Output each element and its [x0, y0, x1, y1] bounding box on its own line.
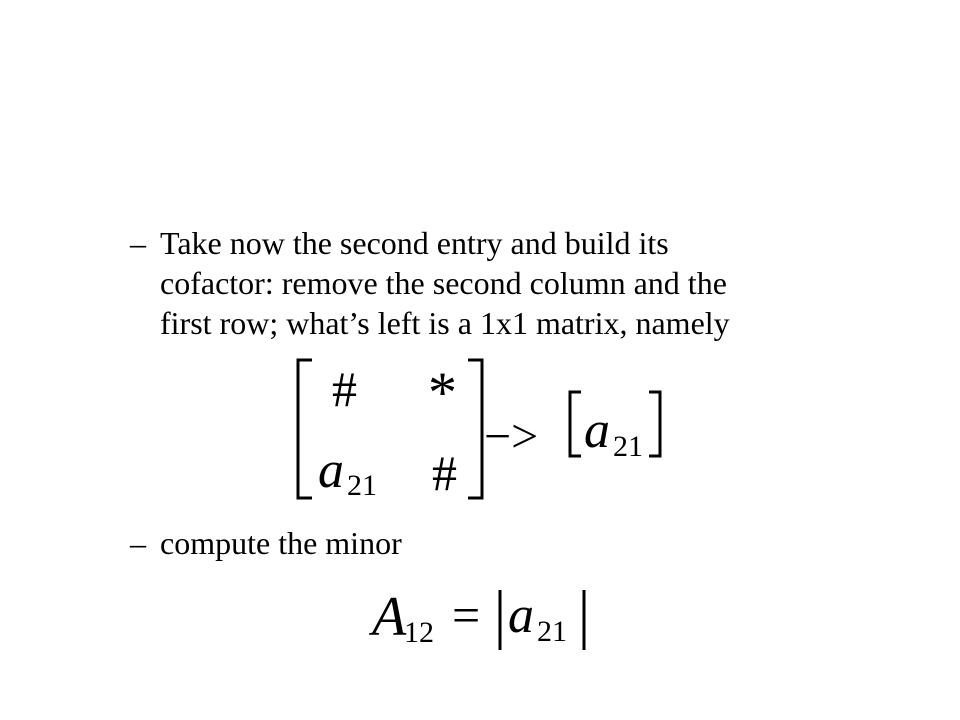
bullet-dash: – — [130, 525, 146, 561]
matrix-cell-subscript: 21 — [347, 469, 377, 502]
minor-rhs-subscript: 21 — [537, 615, 567, 648]
minor-lhs-subscript: 12 — [404, 616, 434, 649]
result-base: a — [584, 402, 610, 459]
bullet-text-line: Take now the second entry and build its — [160, 225, 669, 261]
minor-lhs-base: A — [372, 586, 407, 648]
arrow-symbol: −> — [484, 410, 539, 463]
matrix-cell: # — [432, 445, 457, 501]
bullet-dash: – — [130, 225, 146, 261]
matrix-cell: # — [332, 361, 357, 417]
bullet-text-line: compute the minor — [160, 525, 402, 561]
bullet-text-line: first row; what’s left is a 1x1 matrix, namely — [160, 305, 730, 341]
result-subscript: 21 — [613, 430, 643, 463]
bullet-text-line: cofactor: remove the second column and the — [160, 265, 727, 301]
equals-sign: = — [452, 587, 481, 643]
matrix-cell: a — [318, 442, 344, 499]
minor-rhs-base: a — [508, 587, 534, 644]
matrix-cell: * — [428, 360, 457, 425]
